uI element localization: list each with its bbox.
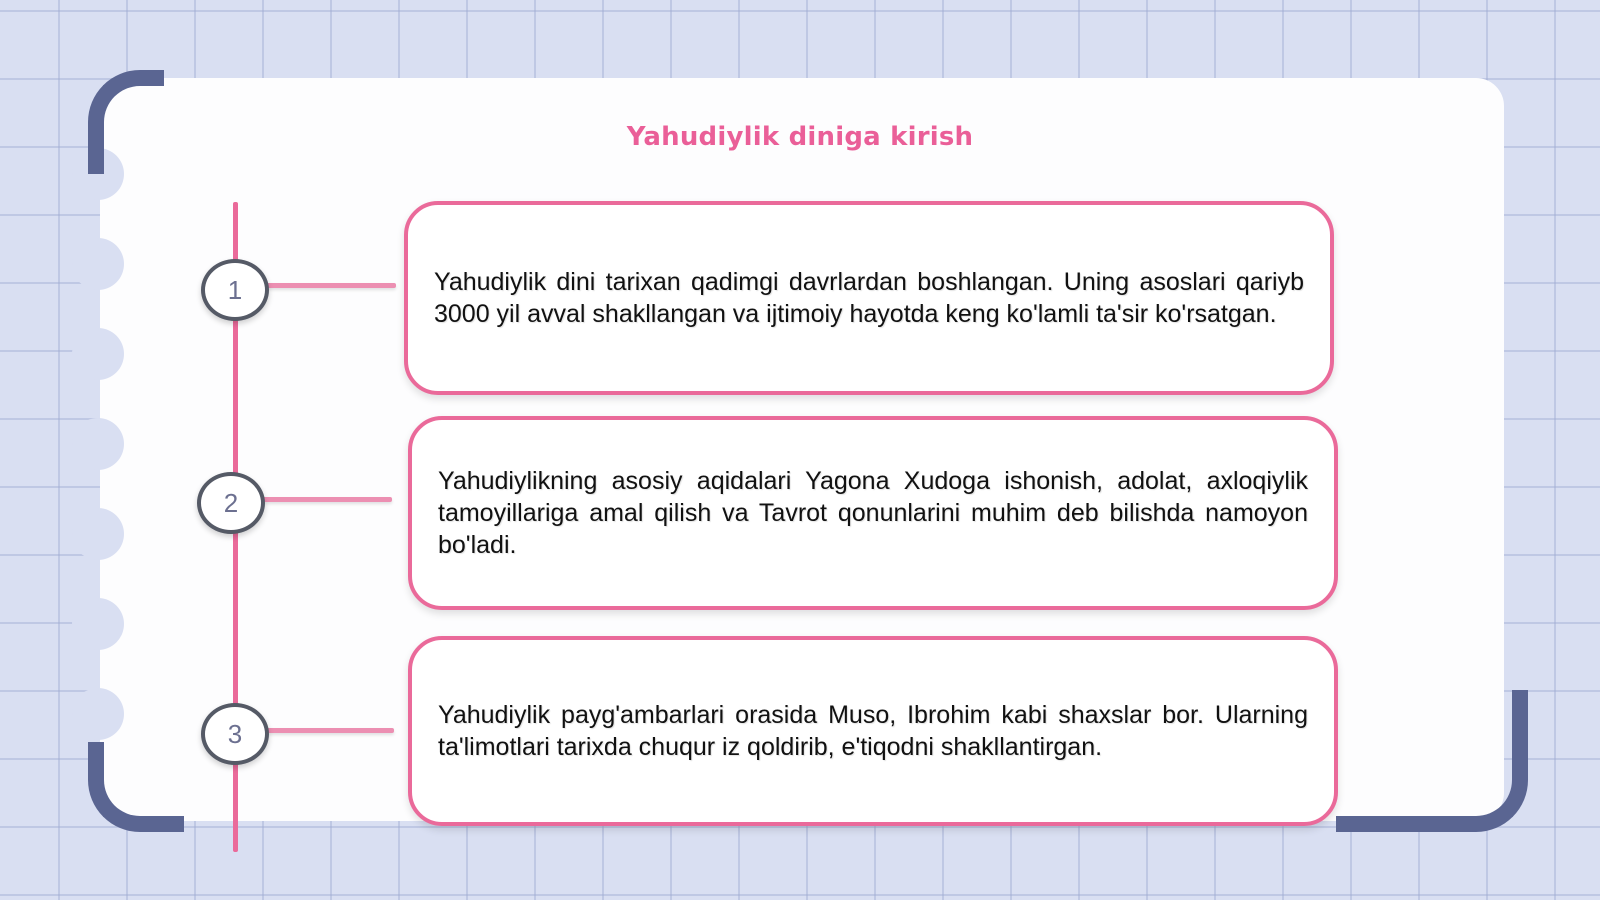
step-card (408, 636, 1338, 826)
binder-notch (72, 598, 124, 650)
binder-notch (72, 508, 124, 560)
frame-corner-bottom-left (88, 742, 184, 832)
step-card (408, 416, 1338, 610)
step-number-badge: 1 (201, 259, 269, 321)
step-card-text: Yahudiylik dini tarixan qadimgi davrlardan boshlangan. Uning asoslari qariyb 3000 yil avval shakllangan va ijtimoiy hayotda keng ko'lamli ta'sir ko'rsatgan. (434, 268, 1304, 328)
step-number-badge: 3 (201, 703, 269, 765)
binder-notch (72, 688, 124, 740)
slide-title: Yahudiylik diniga kirish (626, 122, 974, 152)
frame-corner-top-left (88, 70, 164, 174)
binder-notch (72, 328, 124, 380)
step-card-text: Yahudiylikning asosiy aqidalari Yagona Xudoga ishonish, adolat, axloqiylik tamoyillariga amal qilish va Tavrot qonunlarini muhim deb bilishda namoyon bo'ladi. (438, 467, 1308, 559)
binder-notch (72, 418, 124, 470)
binder-notch (72, 238, 124, 290)
timeline-connector (266, 283, 396, 288)
frame-corner-bottom-right (1336, 690, 1528, 832)
timeline-connector (266, 728, 394, 733)
step-card (404, 201, 1334, 395)
timeline-connector (262, 497, 392, 502)
step-card-text: Yahudiylik payg'ambarlari orasida Muso, Ibrohim kabi shaxslar bor. Ularning ta'limotlari tarixda chuqur iz qoldirib, e'tiqodni shakllantirgan. (438, 701, 1308, 761)
step-number-badge: 2 (197, 472, 265, 534)
